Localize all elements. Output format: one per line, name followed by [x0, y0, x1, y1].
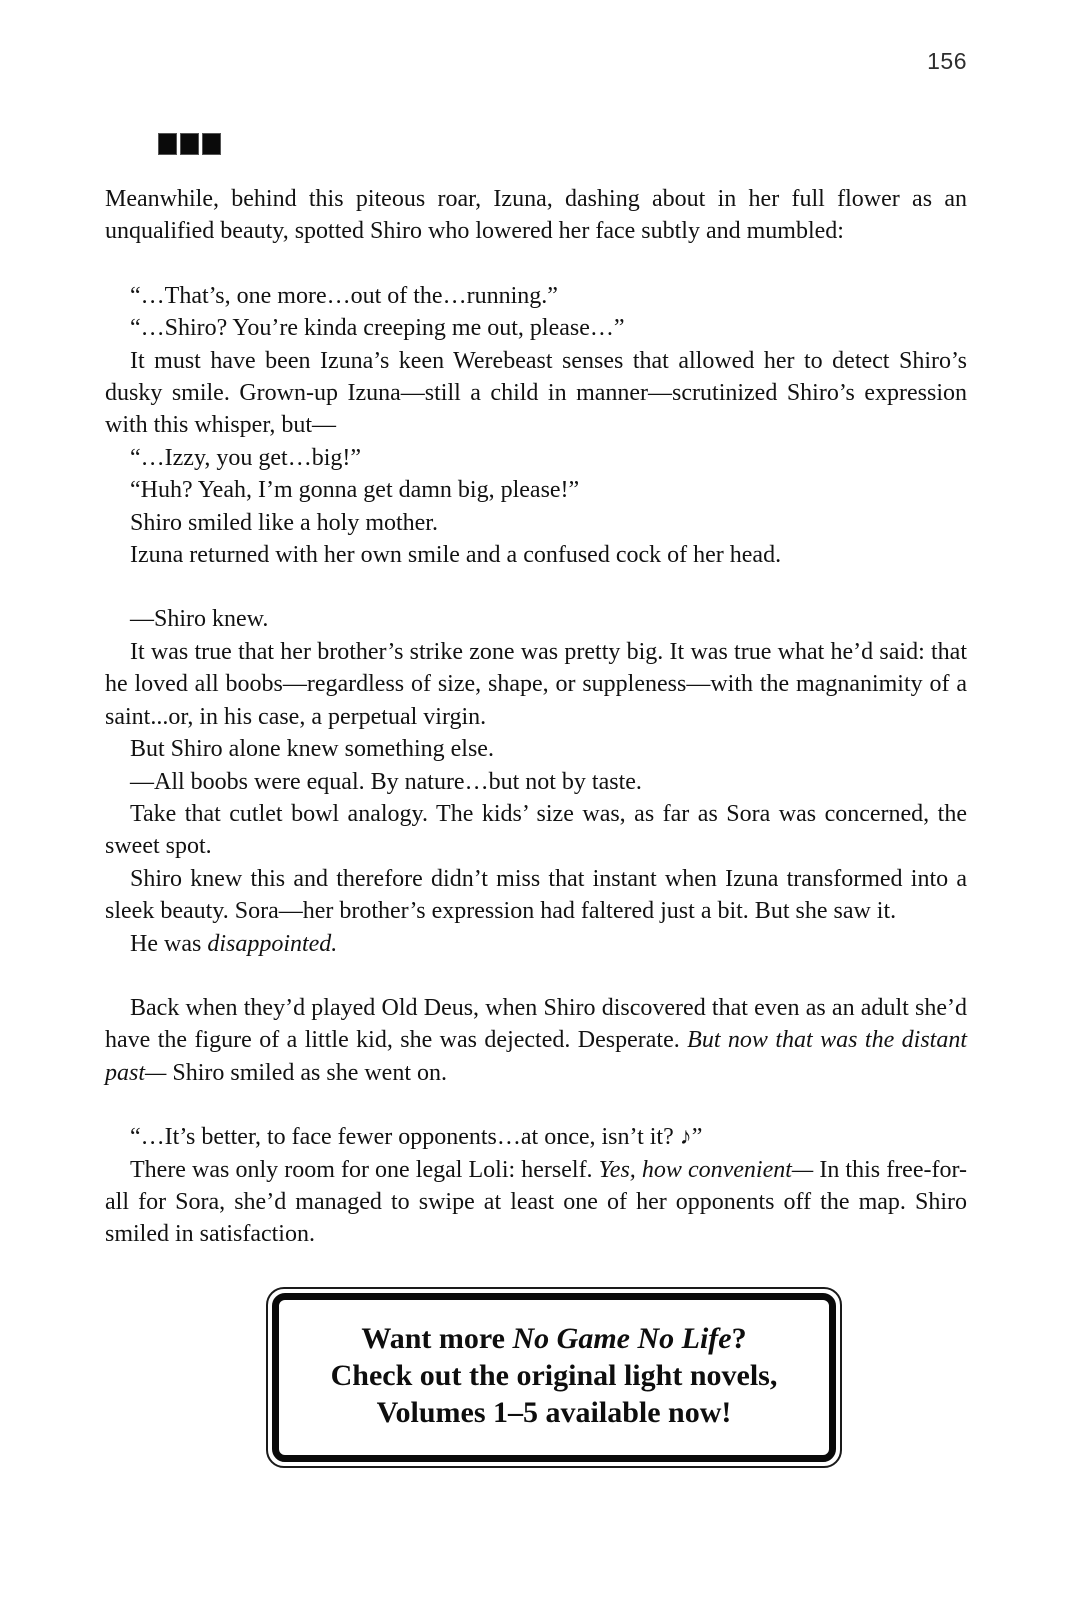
scene-break-square-icon: [180, 133, 199, 155]
scene-break-square-icon: [202, 133, 221, 155]
italic-text-segment: But now that was the distant past—: [105, 1027, 968, 1086]
text-segment: Shiro smiled as she went on.: [166, 1059, 447, 1086]
paragraph: [105, 345, 967, 442]
paragraph: [105, 798, 967, 863]
text-segment: “Huh? Yeah, I’m gonna get damn big, please!”: [130, 477, 580, 504]
paragraph: [105, 636, 967, 733]
text-segment: He was: [130, 930, 208, 957]
paragraph: [105, 507, 967, 539]
paragraph: [105, 766, 967, 798]
text-segment: “…It’s better, to face fewer opponents…at once, isn’t it? ♪”: [130, 1124, 703, 1151]
text-segment: Izuna returned with her own smile and a confused cock of her head.: [130, 542, 782, 569]
text-segment: “…Shiro? You’re kinda creeping me out, please…”: [130, 315, 625, 342]
text-segment: —All boobs were equal. By nature…but not by taste.: [130, 768, 642, 795]
paragraph: [105, 442, 967, 474]
scene-break-square-icon: [158, 133, 177, 155]
promo-line: [287, 1394, 821, 1431]
text-segment: Take that cutlet bowl analogy. The kids’ size was, as far as Sora was concerned, the sweet spot.: [105, 800, 967, 860]
body-text: [105, 183, 967, 1251]
paragraph: [105, 863, 967, 928]
text-segment: In this free-for-all for Sora, she’d managed to swipe at least one of her opponents off the map. Shiro smiled in satisfaction.: [105, 1156, 967, 1248]
paragraph: [105, 539, 967, 571]
text-segment: Volumes 1–5 available now!: [376, 1396, 732, 1429]
paragraph: [105, 280, 967, 312]
text-segment: Want more: [361, 1322, 513, 1355]
paragraph: [105, 1121, 967, 1153]
promo-line: [287, 1320, 821, 1357]
promo-box-inner: [272, 1293, 836, 1462]
paragraph: [105, 312, 967, 344]
text-segment: —Shiro knew.: [130, 606, 269, 633]
paragraph: [105, 183, 967, 248]
text-segment: ?: [731, 1322, 747, 1355]
text-segment: It was true that her brother’s strike zone was pretty big. It was true what he’d said: that he loved all boobs—regardless of size, shape, or suppleness—with the magnanimity of a saint...or, in his case, a perpetual virgin.: [105, 638, 967, 730]
italic-text-segment: No Game No Life: [512, 1322, 732, 1355]
paragraph: [105, 1154, 967, 1251]
promo-box: [266, 1287, 842, 1468]
paragraph: [105, 603, 967, 635]
paragraph: [105, 733, 967, 765]
page-number: 156: [927, 48, 967, 74]
text-segment: Shiro smiled like a holy mother.: [130, 509, 438, 536]
text-segment: “…Izzy, you get…big!”: [130, 444, 362, 471]
text-segment: Shiro knew this and therefore didn’t miss that instant when Izuna transformed into a sleek beauty. Sora—her brother’s expression had faltered just a bit. But she saw it.: [105, 865, 967, 925]
promo-line: [287, 1357, 821, 1394]
paragraph: [105, 474, 967, 506]
text-segment: It must have been Izuna’s keen Werebeast senses that allowed her to detect Shiro’s dusky smile. Grown-up Izuna—still a child in manner—scrutinized Shiro’s expression with this whisper, but—: [105, 347, 967, 439]
text-segment: Back when they’d played Old Deus, when Shiro discovered that even as an adult she’d have the figure of a little kid, she was dejected. Desperate.: [105, 994, 967, 1054]
paragraph: [105, 928, 967, 960]
text-segment: There was only room for one legal Loli: herself.: [130, 1156, 599, 1183]
italic-text-segment: Yes, how convenient—: [598, 1156, 814, 1183]
text-segment: But Shiro alone knew something else.: [130, 736, 494, 763]
text-segment: “…That’s, one more…out of the…running.”: [130, 282, 558, 309]
scene-break-marker: [158, 133, 221, 155]
text-segment: Check out the original light novels,: [330, 1359, 778, 1392]
text-segment: Meanwhile, behind this piteous roar, Izuna, dashing about in her full flower as an unqualified beauty, spotted Shiro who lowered her face subtly and mumbled:: [105, 186, 967, 245]
italic-text-segment: disappointed.: [207, 930, 338, 957]
paragraph: [105, 992, 967, 1089]
